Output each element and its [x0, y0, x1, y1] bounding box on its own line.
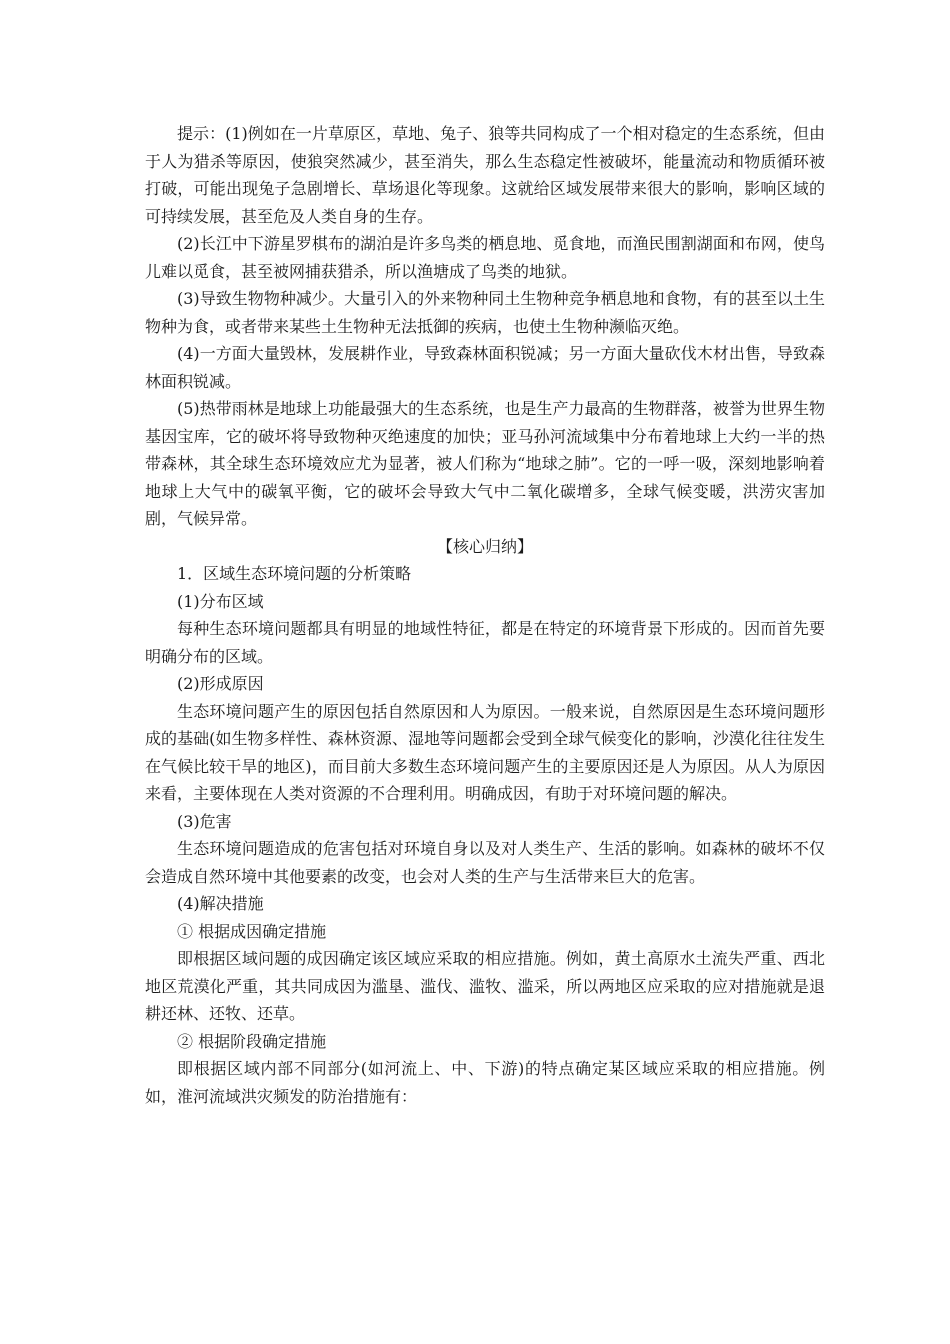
harm-heading: (3)危害 — [177, 811, 232, 831]
strategy-title: 1．区域生态环境问题的分析策略 — [177, 564, 412, 583]
measures-by-cause-heading: ① 根据成因确定措施 — [177, 921, 327, 941]
harm-text: 生态环境问题造成的危害包括对环境自身以及对人类生产、生活的影响。如森林的破坏不仅会造成自然环境中其他要素的改变，也会对人类的生产与生活带来巨大的危害。 — [145, 839, 825, 886]
measures-by-cause-text: 即根据区域问题的成因确定该区域应采取的相应措施。例如，黄土高原水土流失严重、西北地区荒漠化严重，其共同成因为滥垦、滥伐、滥牧、滥采，所以两地区应采取的应对措施就是退耕还林、还牧、还草。 — [145, 949, 825, 1023]
hint-paragraph-2: (2)长江中下游星罗棋布的湖泊是许多鸟类的栖息地、觅食地，而渔民围割湖面和布网，使鸟儿难以觅食，甚至被网捕获猎杀，所以渔塘成了鸟类的地狱。 — [145, 234, 825, 281]
hint-paragraph-4: (4)一方面大量毁林，发展耕作业，导致森林面积锐减；另一方面大量砍伐木材出售，导致森林面积锐减。 — [145, 344, 825, 391]
measures-by-stage-heading: ② 根据阶段确定措施 — [177, 1031, 327, 1051]
hint-paragraph-5: (5)热带雨林是地球上功能最强大的生态系统，也是生产力最高的生物群落，被誉为世界生物基因宝库，它的破坏将导致物种灭绝速度的加快；亚马孙河流域集中分布着地球上大约一半的热带森林，其全球生态环境效应尤为显著，被人们称为“地球之肺”。它的一呼一吸，深刻地影响着地球上大气中的碳氧平衡，它的破坏会导致大气中二氧化碳增多，全球气候变暖，洪涝灾害加剧，气候异常。 — [145, 399, 825, 528]
measures-by-stage-text: 即根据区域内部不同部分(如河流上、中、下游)的特点确定某区域应采取的相应措施。例如，淮河流域洪灾频发的防治措施有： — [145, 1059, 825, 1106]
distribution-text: 每种生态环境问题都具有明显的地域性特征，都是在特定的环境背景下形成的。因而首先要明确分布的区域。 — [145, 619, 825, 666]
section-heading: 【核心归纳】 — [436, 536, 533, 556]
hint-paragraph-3: (3)导致生物物种减少。大量引入的外来物种同土生物种竞争栖息地和食物，有的甚至以土生物种为食，或者带来某些土生物种无法抵御的疾病，也使土生物种濒临灭绝。 — [145, 289, 825, 336]
distribution-heading: (1)分布区域 — [177, 591, 264, 611]
document-body — [145, 120, 825, 1110]
measures-heading: (4)解决措施 — [177, 894, 264, 913]
causes-heading: (2)形成原因 — [177, 674, 264, 693]
causes-text: 生态环境问题产生的原因包括自然原因和人为原因。一般来说，自然原因是生态环境问题形成的基础(如生物多样性、森林资源、湿地等问题都会受到全球气候变化的影响，沙漠化往往发生在气候比较干旱的地区)，而目前大多数生态环境问题产生的主要原因还是人为原因。从人为原因来看，主要体现在人类对资源的不合理利用。明确成因，有助于对环境问题的解决。 — [145, 701, 825, 803]
hint-paragraph-1: 提示：(1)例如在一片草原区，草地、兔子、狼等共同构成了一个相对稳定的生态系统，但由于人为猎杀等原因，使狼突然减少，甚至消失，那么生态稳定性被破坏，能量流动和物质循环被打破，可能出现兔子急剧增长、草场退化等现象。这就给区域发展带来很大的影响，影响区域的可持续发展，甚至危及人类自身的生存。 — [145, 124, 825, 226]
